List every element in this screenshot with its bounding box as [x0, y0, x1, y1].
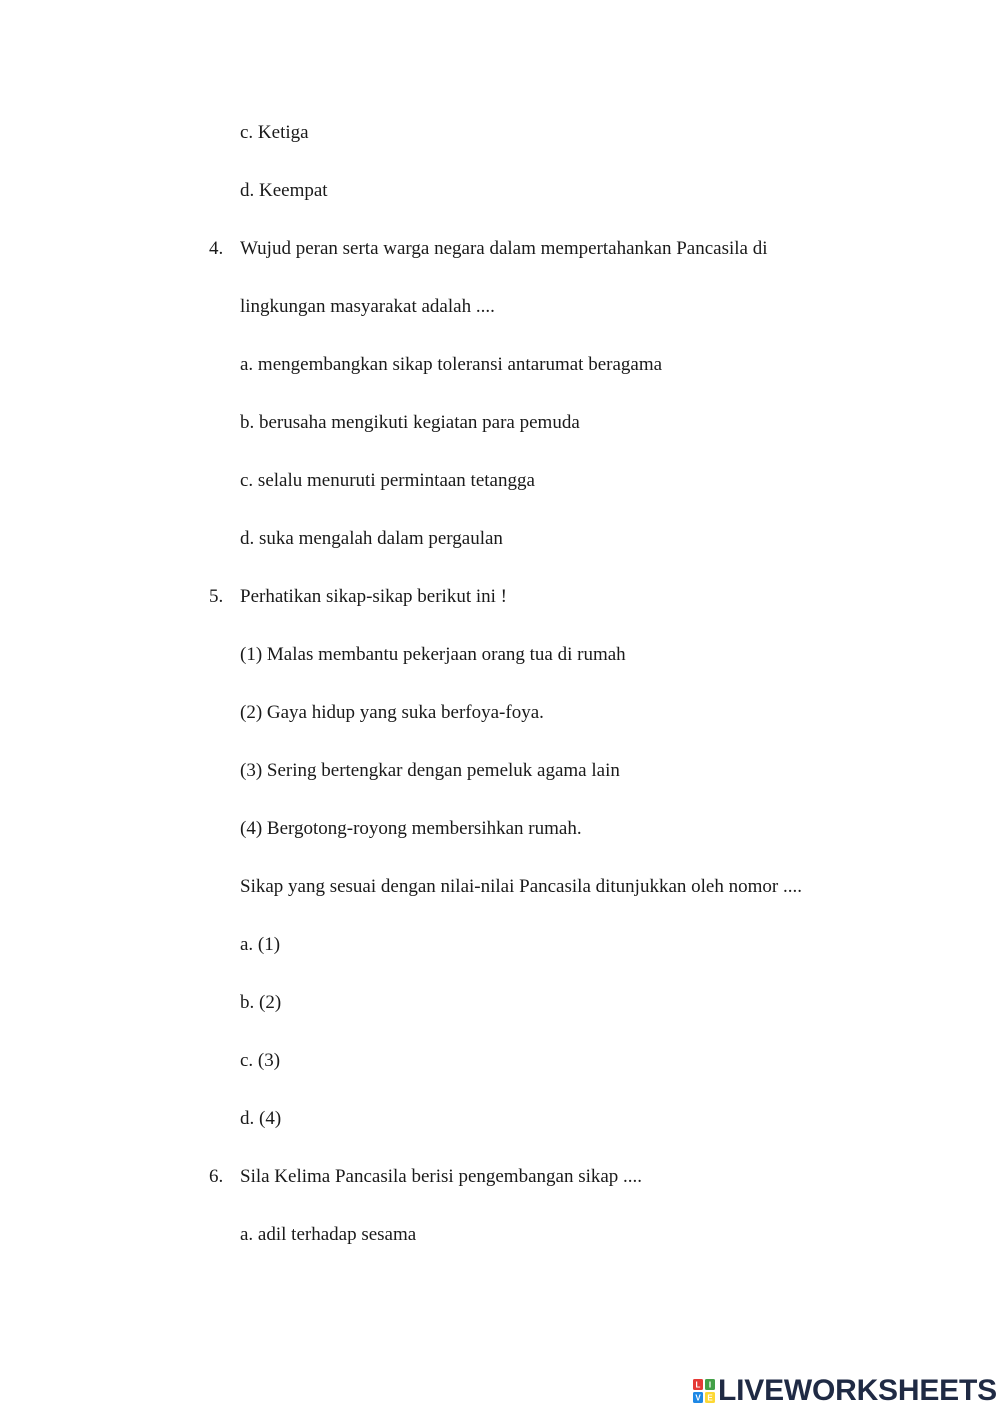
q5-statement-1: (1) Malas membantu pekerjaan orang tua di rumah	[240, 644, 626, 665]
q5-statement-4: (4) Bergotong-royong membersihkan rumah.	[240, 818, 582, 839]
q6-number: 6.	[209, 1166, 224, 1187]
q6-question: Sila Kelima Pancasila berisi pengembangan sikap ....	[240, 1166, 643, 1187]
q5-option-d: d. (4)	[240, 1108, 282, 1129]
logo-letter-v: V	[695, 1393, 701, 1403]
q5-prompt: Sikap yang sesuai dengan nilai-nilai Pancasila ditunjukkan oleh nomor ....	[240, 876, 802, 897]
q4-option-b: b. berusaha mengikuti kegiatan para pemuda	[240, 412, 580, 433]
q3-option-c: c. Ketiga	[240, 122, 309, 143]
q5-number: 5.	[209, 586, 224, 607]
q4-question-line1: Wujud peran serta warga negara dalam mempertahankan Pancasila di	[240, 238, 768, 259]
q4-option-a: a. mengembangkan sikap toleransi antarumat beragama	[240, 354, 663, 375]
liveworksheets-brand	[693, 1375, 997, 1407]
q4-number: 4.	[209, 238, 224, 259]
q5-statement-2: (2) Gaya hidup yang suka berfoya-foya.	[240, 702, 544, 723]
liveworksheets-logo-icon	[693, 1379, 715, 1403]
logo-letter-i: I	[708, 1380, 712, 1390]
q3-option-d: d. Keempat	[240, 180, 328, 201]
q5-option-c: c. (3)	[240, 1050, 281, 1071]
q6-option-a: a. adil terhadap sesama	[240, 1224, 417, 1245]
brand-name: LIVEWORKSHEETS	[718, 1374, 997, 1407]
q5-option-a: a. (1)	[240, 934, 281, 955]
q4-option-d: d. suka mengalah dalam pergaulan	[240, 528, 503, 549]
logo-letter-l: L	[695, 1380, 701, 1390]
q5-question: Perhatikan sikap-sikap berikut ini !	[240, 586, 507, 607]
logo-letter-e: E	[707, 1393, 713, 1403]
q5-option-b: b. (2)	[240, 992, 282, 1013]
q5-statement-3: (3) Sering bertengkar dengan pemeluk agama lain	[240, 760, 620, 781]
q4-option-c: c. selalu menuruti permintaan tetangga	[240, 470, 535, 491]
q4-question-line2: lingkungan masyarakat adalah ....	[240, 296, 495, 317]
